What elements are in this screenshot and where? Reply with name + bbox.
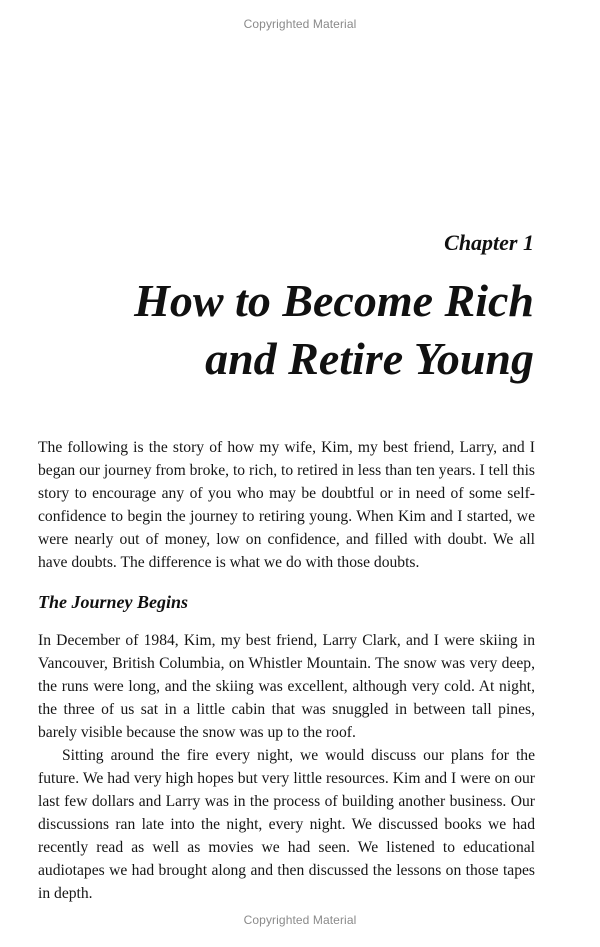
intro-paragraph: The following is the story of how my wife, Kim, my best friend, Larry, and I began our journey from broke, to rich, to retired in less than ten years. I tell this story to encourage any of you who may be doubtful or in need of some self-confidence to begin the journey to retiring young. When Kim and I started, we were nearly out of money, low on confidence, and filled with doubt. We all have doubts. The difference is what we do with those doubts. [38, 439, 535, 571]
chapter-label: Chapter 1 [444, 230, 534, 255]
journey-paragraph-2: Sitting around the fire every night, we would discuss our plans for the future. We had very high hopes but very little resources. Kim and I were on our last few dollars and Larry was in the process of building another business. Our discussions ran late into the night, every night. We discussed books we had recently read as well as movies we had seen. We listened to educational audiotapes we had brought along and then discussed the lessons on those tapes in depth. [38, 747, 535, 902]
chapter-title [34, 272, 534, 388]
section-heading-journey: The Journey Begins [38, 592, 189, 612]
copyright-watermark-bottom: Copyrighted Material [243, 913, 357, 927]
journey-paragraph-1: In December of 1984, Kim, my best friend, Larry Clark, and I were skiing in Vancouver, British Columbia, on Whistler Mountain. The snow was very deep, the runs were long, and the skiing was excellent, although very cold. At night, the three of us sat in a little cabin that was snuggled in between tall pines, barely visible because the snow was up to the roof. [38, 632, 535, 741]
copyright-watermark-top: Copyrighted Material [243, 17, 357, 31]
chapter-title-line-2: and Retire Young [205, 333, 534, 384]
chapter-title-line-1: How to Become Rich [134, 275, 534, 326]
